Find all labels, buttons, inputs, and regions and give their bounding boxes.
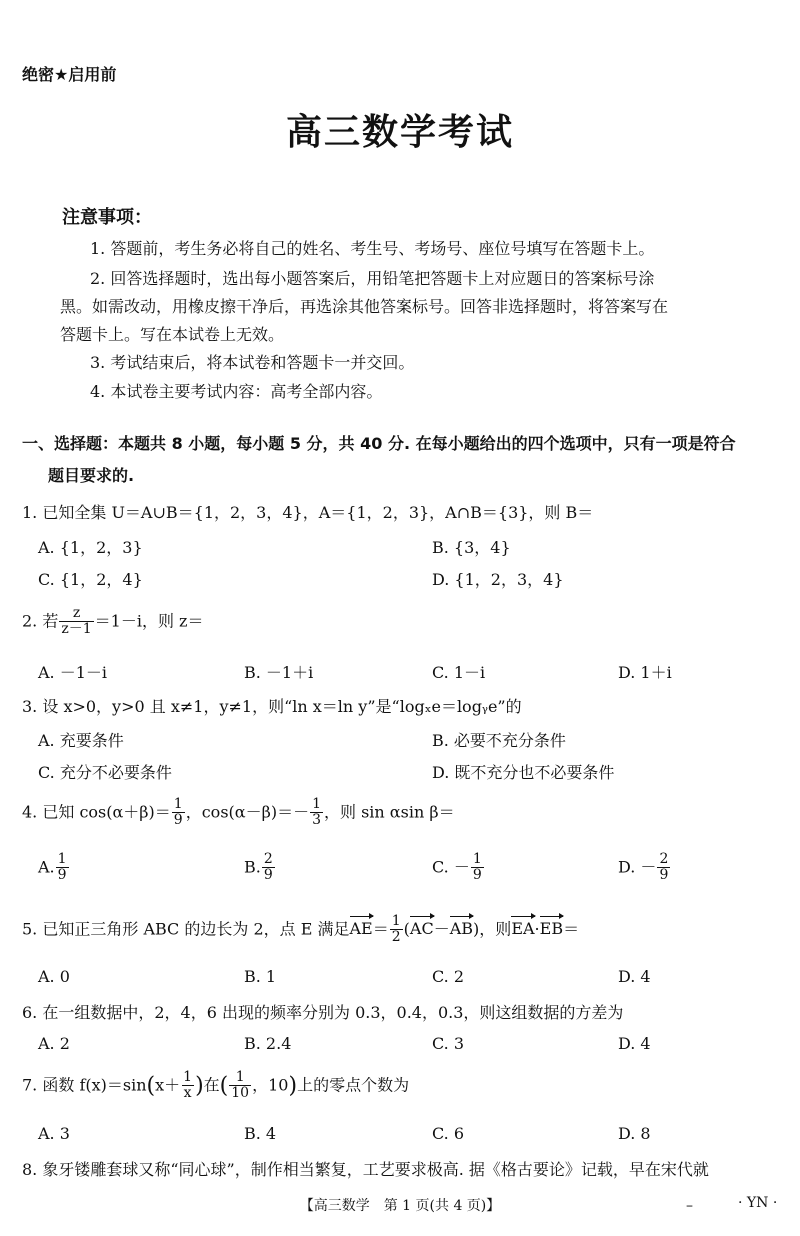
q2-prefix: 2. 若 xyxy=(22,611,59,631)
q6-option-d: D. 4 xyxy=(618,1034,651,1053)
q4-fraction-1 xyxy=(172,797,185,829)
q4-option-b-numerator: 2 xyxy=(263,851,273,867)
q7-option-b: B. 4 xyxy=(244,1124,277,1143)
confidential-label: 绝密★启用前 xyxy=(22,65,117,84)
question-5-stem xyxy=(22,914,579,946)
q1-option-d: D. {1，2，3，4} xyxy=(432,570,564,589)
q7-interval-close: ) xyxy=(288,1073,298,1099)
q7-interval-open: ( xyxy=(219,1073,229,1099)
q2-fraction xyxy=(59,606,93,638)
question-3-stem: 3. 设 x>0，y>0 且 x≠1，y≠1，则“ln x＝ln y”是“logₓe＝logᵧe”的 xyxy=(22,697,522,716)
q7-option-d: D. 8 xyxy=(618,1124,651,1143)
q1-option-a: A. {1，2，3} xyxy=(38,538,143,557)
notice-item-2-line-2: 黑。如需改动，用橡皮擦干净后，再选涂其他答案标号。回答非选择题时，将答案写在 xyxy=(60,297,669,316)
q5-option-c: C. 2 xyxy=(432,967,465,986)
q4-fraction-1-denominator: 9 xyxy=(173,812,183,829)
q7-middle: 在 xyxy=(203,1075,220,1095)
vector-ab: AB xyxy=(449,919,474,939)
notice-item-3: 3. 考试结束后，将本试卷和答题卡一并交回。 xyxy=(90,353,415,372)
q7-paren-close: ) xyxy=(195,1073,204,1099)
q7-interval-numerator: 1 xyxy=(235,1069,245,1085)
q2-fraction-numerator: z xyxy=(72,605,81,621)
q4-option-a xyxy=(38,852,70,884)
q1-option-c: C. {1，2，4} xyxy=(38,570,143,589)
q7-interval-denominator: 10 xyxy=(231,1085,250,1102)
vector-ea: EA xyxy=(511,919,535,939)
q4-option-d-numerator: 2 xyxy=(659,851,669,867)
notice-heading: 注意事项： xyxy=(62,207,152,228)
q2-option-d: D. 1＋i xyxy=(618,663,672,682)
q7-interval-upper: ，10 xyxy=(252,1075,289,1095)
q7-fraction-numerator: 1 xyxy=(183,1069,193,1085)
vector-eb: EB xyxy=(539,919,564,939)
q5-end: ＝ xyxy=(563,919,580,939)
q4-option-b-denominator: 9 xyxy=(263,867,273,884)
q4-suffix: ，则 sin αsin β＝ xyxy=(324,802,455,822)
q4-fraction-2 xyxy=(310,797,323,829)
q6-option-c: C. 3 xyxy=(432,1034,465,1053)
q4-fraction-1-numerator: 1 xyxy=(173,796,183,812)
notice-item-2-line-1: 2. 回答选择题时，选出每小题答案后，用铅笔把答题卡上对应题日的答案标号涂 xyxy=(90,269,655,288)
q4-option-a-denominator: 9 xyxy=(57,867,67,884)
vector-ac: AC xyxy=(409,919,434,939)
q4-option-d-label: D. － xyxy=(618,857,657,877)
q5-dot: · xyxy=(534,919,540,939)
q6-option-b: B. 2.4 xyxy=(244,1034,292,1053)
q4-option-a-numerator: 1 xyxy=(57,851,67,867)
q5-option-b: B. 1 xyxy=(244,967,277,986)
q4-option-d-fraction xyxy=(657,852,670,884)
q3-option-a: A. 充要条件 xyxy=(38,731,124,750)
question-1-stem: 1. 已知全集 U＝A∪B＝{1，2，3，4}，A＝{1，2，3}，A∩B＝{3}，则 B＝ xyxy=(22,503,594,522)
q5-then: ，则 xyxy=(479,919,512,939)
footer-region-code: · YN · xyxy=(738,1195,778,1211)
q4-option-b-fraction xyxy=(262,852,275,884)
q4-middle: ，cos(α－β)＝－ xyxy=(185,802,310,822)
footer-dash: – xyxy=(686,1198,693,1214)
q4-option-d-denominator: 9 xyxy=(659,867,669,884)
q7-option-c: C. 6 xyxy=(432,1124,465,1143)
q2-option-a: A. －1－i xyxy=(38,663,108,682)
question-8-stem: 8. 象牙镂雕套球又称“同心球”，制作相当繁复，工艺要求极高. 据《格古要论》记载，早在宋代就 xyxy=(22,1160,709,1179)
notice-item-4: 4. 本试卷主要考试内容：高考全部内容。 xyxy=(90,382,383,401)
q5-fraction xyxy=(390,914,403,946)
q4-option-b xyxy=(244,852,276,884)
q2-fraction-denominator: z－1 xyxy=(61,621,92,638)
q5-option-a: A. 0 xyxy=(38,967,70,986)
q2-option-c: C. 1－i xyxy=(432,663,486,682)
q7-x-plus: x＋ xyxy=(155,1075,181,1095)
vector-ae: AE xyxy=(349,919,373,939)
q4-option-c-fraction xyxy=(471,852,484,884)
q5-minus: － xyxy=(433,919,450,939)
q4-prefix: 4. 已知 cos(α＋β)＝ xyxy=(22,802,171,822)
question-6-stem: 6. 在一组数据中，2，4，6 出现的频率分别为 0.3，0.4，0.3，则这组数据的方差为 xyxy=(22,1003,624,1022)
q4-option-c-label: C. － xyxy=(432,857,470,877)
q1-option-b: B. {3，4} xyxy=(432,538,511,557)
q7-option-a: A. 3 xyxy=(38,1124,70,1143)
q4-fraction-2-denominator: 3 xyxy=(312,812,321,829)
section-heading-line-2: 题目要求的. xyxy=(48,466,135,485)
q5-fraction-denominator: 2 xyxy=(391,929,401,946)
q4-fraction-2-numerator: 1 xyxy=(312,796,321,812)
q7-paren-open: ( xyxy=(146,1073,156,1099)
q7-interval-fraction xyxy=(229,1070,251,1102)
question-7-stem xyxy=(22,1070,409,1102)
q6-option-a: A. 2 xyxy=(38,1034,70,1053)
q3-option-d: D. 既不充分也不必要条件 xyxy=(432,763,615,782)
q7-prefix: 7. 函数 f(x)＝sin xyxy=(22,1075,147,1095)
q4-option-c-denominator: 9 xyxy=(472,867,482,884)
question-4-stem xyxy=(22,797,455,829)
section-heading-line-1: 一、选择题：本题共 8 小题，每小题 5 分，共 40 分. 在每小题给出的四个选项中，只有一项是符合 xyxy=(22,434,736,453)
q5-fraction-numerator: 1 xyxy=(391,913,401,929)
q4-option-c-numerator: 1 xyxy=(472,851,482,867)
q2-option-b: B. －1＋i xyxy=(244,663,314,682)
q5-option-d: D. 4 xyxy=(618,967,651,986)
q3-option-b: B. 必要不充分条件 xyxy=(432,731,566,750)
q4-option-b-label: B. xyxy=(244,857,261,877)
q7-fraction-denominator: x xyxy=(183,1085,192,1102)
q2-suffix: ＝1－i，则 z＝ xyxy=(94,611,204,631)
q4-option-c xyxy=(432,852,485,884)
q5-prefix: 5. 已知正三角形 ABC 的边长为 2，点 E 满足 xyxy=(22,919,350,939)
page-footer: 【高三数学 第 1 页(共 4 页)】 xyxy=(299,1198,501,1214)
q5-paren-close: ) xyxy=(473,919,480,939)
notice-item-1: 1. 答题前，考生务必将自己的姓名、考生号、考场号、座位号填写在答题卡上。 xyxy=(90,239,655,258)
q5-equals: ＝ xyxy=(372,919,389,939)
q3-option-c: C. 充分不必要条件 xyxy=(38,763,172,782)
page-title: 高三数学考试 xyxy=(285,112,514,153)
notice-item-2-line-3: 答题卡上。写在本试卷上无效。 xyxy=(60,325,285,344)
q4-option-a-label: A. xyxy=(38,857,55,877)
q7-suffix: 上的零点个数为 xyxy=(297,1075,410,1095)
q4-option-a-fraction xyxy=(56,852,69,884)
question-2-stem xyxy=(22,606,203,638)
q5-paren-open: ( xyxy=(403,919,410,939)
q7-fraction xyxy=(181,1070,194,1102)
q4-option-d xyxy=(618,852,671,884)
